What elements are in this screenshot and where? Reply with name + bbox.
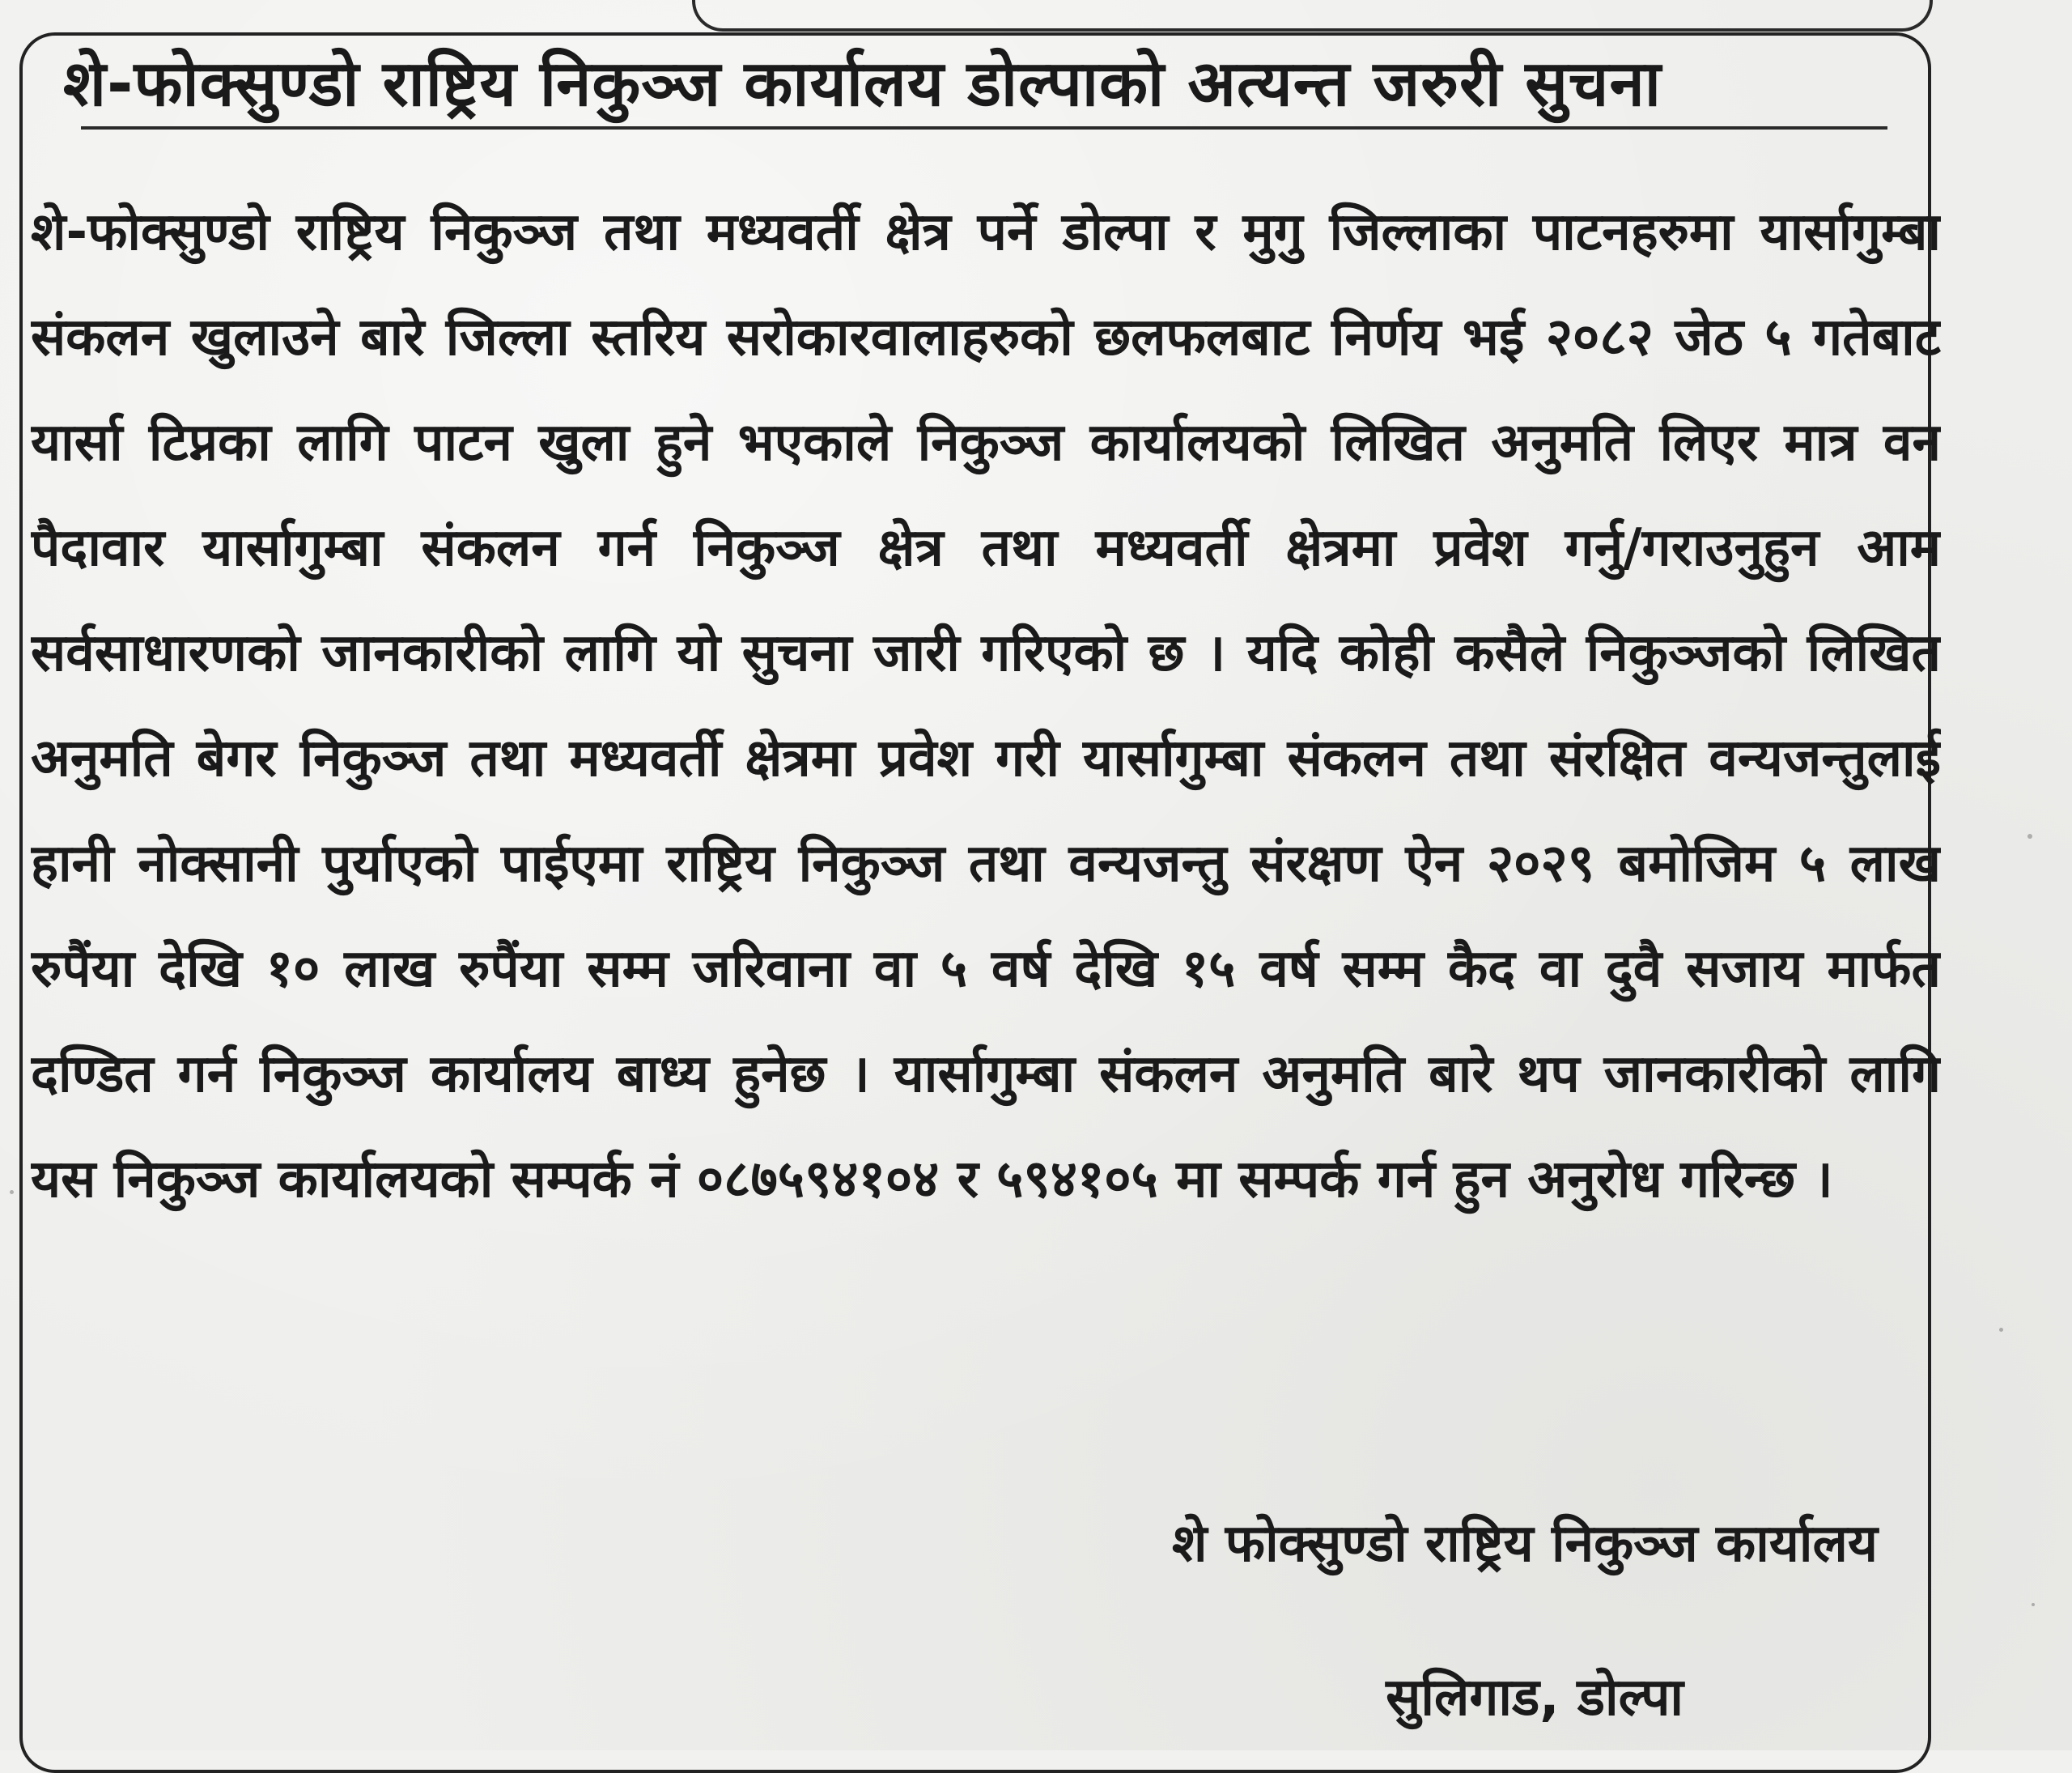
scan-speck <box>1999 1328 2003 1332</box>
scan-speck <box>2027 834 2032 839</box>
notice-title: शे-फोक्सुण्डो राष्ट्रिय निकुञ्ज कार्यालय डोल्पाको अत्यन्त जरुरी सुचना <box>63 48 1662 121</box>
notice-body-text: शे-फोक्सुण्डो राष्ट्रिय निकुञ्ज तथा मध्यवर्ती क्षेत्र पर्ने डोल्पा र मुगु जिल्लाका पाटनहरुमा यार्सागुम्बा संकलन खुलाउने बारे जिल्ला स्तरिय सरोकारवालाहरुको छलफलबाट निर्णय भई २०८२ जेठ ५ गतेबाट यार्सा टिप्नका लागि पाटन खुला हुने भएकाले निकुञ्ज कार्यालयको लिखित अनुमति लिएर मात्र वन पैदावार यार्सागुम्बा संकलन गर्न निकुञ्ज क्षेत्र तथा मध्यवर्ती क्षेत्रमा प्रवेश गर्नु/गराउनुहुन आम सर्वसाधारणको जानकारीको लागि यो सुचना जारी गरिएको छ । यदि कोही कसैले निकुञ्जको लिखित अनुमति बेगर निकुञ्ज तथा मध्यवर्ती क्षेत्रमा प्रवेश गरी यार्सागुम्बा संकलन तथा संरक्षित वन्यजन्तुलाई हानी नोक्सानी पुर्याएको पाईएमा राष्ट्रिय निकुञ्ज तथा वन्यजन्तु संरक्षण ऐन २०२९ बमोजिम ५ लाख रुपैंया देखि १० लाख रुपैंया सम्म जरिवाना वा ५ वर्ष देखि १५ वर्ष सम्म कैद वा दुवै सजाय मार्फत दण्डित गर्न निकुञ्ज कार्यालय बाध्य हुनेछ । यार्सागुम्बा संकलन अनुमति बारे थप जानकारीको लागि यस निकुञ्ज कार्यालयको सम्पर्क नं ०८७५९४१०४ र ५९४१०५ मा सम्पर्क गर्न हुन अनुरोध गरिन्छ । <box>31 202 1941 1210</box>
signature-office-name: शे फोक्सुण्डो राष्ट्रिय निकुञ्ज कार्यालय <box>1171 1514 1878 1574</box>
signature-office-location: सुलिगाड, डोल्पा <box>1386 1668 1684 1728</box>
scan-speck <box>2032 1603 2035 1606</box>
title-underline <box>81 126 1887 130</box>
scan-speck <box>10 1190 14 1194</box>
previous-notice-border <box>692 0 1933 32</box>
